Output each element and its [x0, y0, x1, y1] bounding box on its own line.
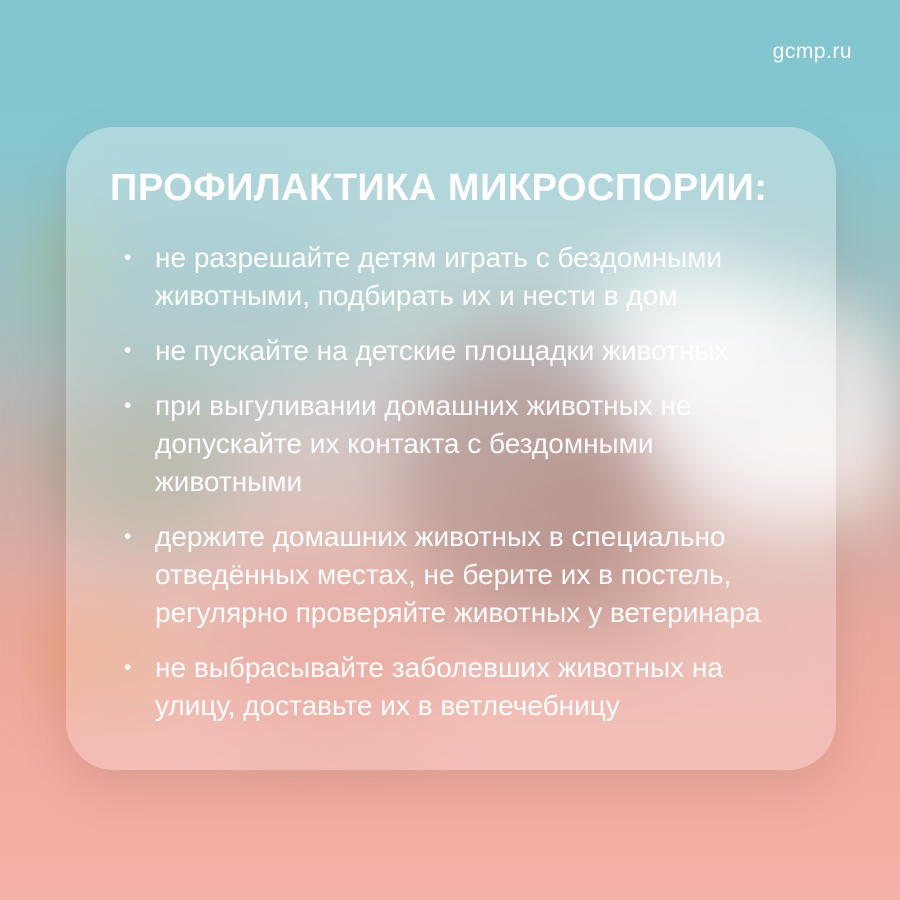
list-item — [110, 387, 792, 501]
bullet-icon: • — [124, 525, 132, 548]
list-item — [110, 649, 792, 725]
bullet-text: не разрешайте детям играть с бездомными животными, подбирать их и нести в дом — [155, 242, 723, 311]
bullet-icon: • — [124, 394, 132, 417]
list-item — [110, 239, 792, 315]
bullet-icon: • — [124, 339, 132, 362]
prevention-list — [110, 239, 792, 725]
bullet-text: при выгуливании домашних животных не допускайте их контакта с бездомными животными — [155, 390, 692, 497]
bullet-icon: • — [124, 246, 132, 269]
list-item — [110, 332, 792, 370]
list-item — [110, 518, 792, 632]
watermark: gcmp.ru — [772, 40, 852, 63]
bullet-text: держите домашних животных в специально отведённых местах, не берите их в постель, регулярно проверяйте животных у ветеринара — [155, 521, 761, 628]
bullet-text: не выбрасывайте заболевших животных на улицу, доставьте их в ветлечебницу — [155, 652, 723, 721]
info-card — [66, 127, 836, 770]
bullet-icon: • — [124, 656, 132, 679]
card-title: ПРОФИЛАКТИКА МИКРОСПОРИИ: — [110, 167, 768, 209]
bullet-text: не пускайте на детские площадки животных — [155, 335, 729, 366]
